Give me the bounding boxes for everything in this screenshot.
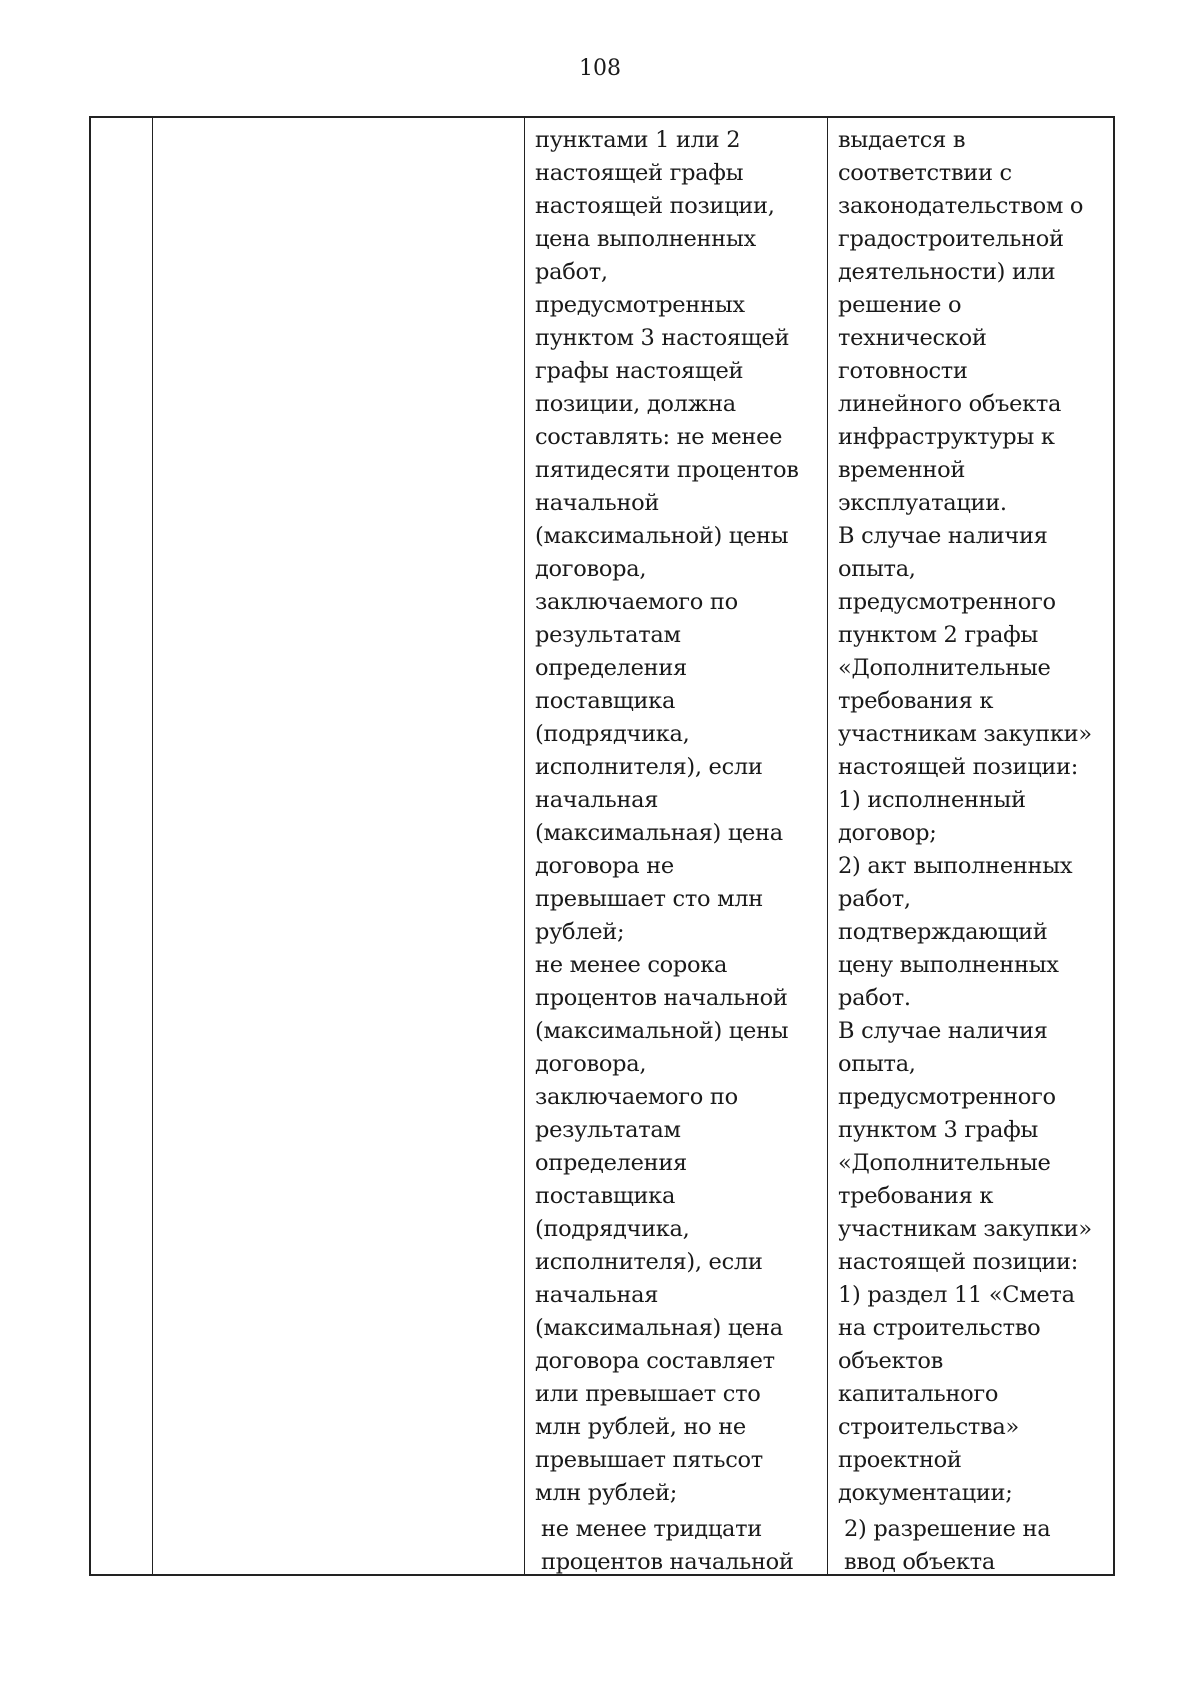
requirements-text: пунктами 1 или 2 настоящей графы настоящей позиции, цена выполненных работ, предусмотренных пунктом 3 настоящей графы настоящей позиции, должна составлять: не менее пятидесяти процентов начальной (максимальной) цены договора, заключаемого по результатам определения поставщика (подрядчика, исполнителя), если начальная (максимальная) цена договора не превышает сто млн рублей; не менее сорока процентов начальной (максимальной) цены договора, заключаемого по результатам определения поставщика (подрядчика, исполнителя), если начальная (максимальная) цена договора составляет или превышает сто млн рублей, но не превышает пятьсот млн рублей;: [535, 127, 799, 1506]
requirements-table: [89, 116, 1115, 1576]
table-column-requirements: [525, 118, 828, 1574]
table-column-number: [91, 118, 153, 1574]
page-number: 108: [579, 56, 621, 81]
table-column-documents: [828, 118, 1115, 1574]
requirements-text-continued: не менее тридцати процентов начальной: [541, 1516, 794, 1575]
table-column-name: [153, 118, 525, 1574]
documents-text-continued: 2) разрешение на ввод объекта: [844, 1516, 1051, 1575]
documents-text: выдается в соответствии с законодательством о градостроительной деятельности) или решение о технической готовности линейного объекта инфраструктуры к временной эксплуатации. В случае наличия опыта, предусмотренного пунктом 2 графы «Дополнительные требования к участникам закупки» настоящей позиции: 1) исполненный договор; 2) акт выполненных работ, подтверждающий цену выполненных работ. В случае наличия опыта, предусмотренного пунктом 3 графы «Дополнительные требования к участникам закупки» настоящей позиции: 1) раздел 11 «Смета на строительство объектов капитального строительства» проектной документации;: [838, 127, 1092, 1506]
